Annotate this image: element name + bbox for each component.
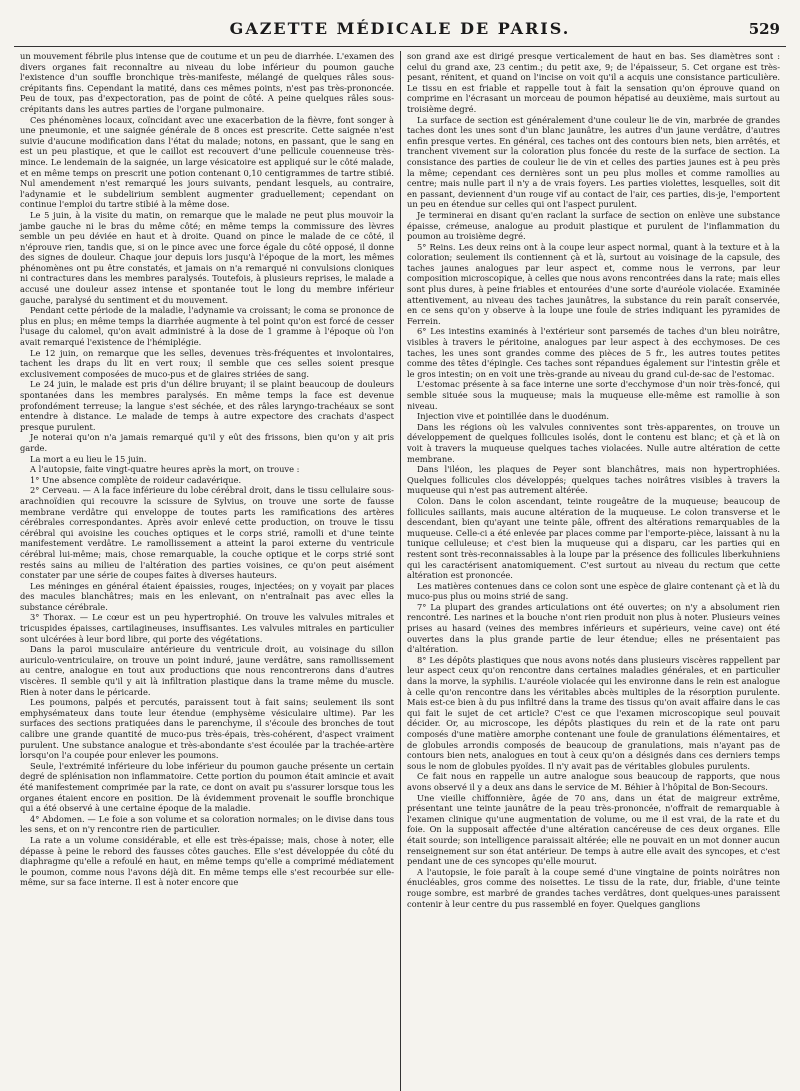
paragraph: un mouvement fébrile plus intense que de coutume et un peu de diarrhée. L'examen des divers organes fait reconnaître au niveau du lobe inférieur du poumon gauche l'existence d'un souffle bronchique très-manifeste, mélangé de quelques râles sous-crépitants fins. Cependant la matité, dans ces mêmes points, n'est pas très-prononcée. Peu de toux, pas d'expectoration, pas de point de côté. A peine quelques râles sous-crépitants dans les autres parties de l'organe pulmonaire. [20,51,394,114]
paragraph: 5° Reins. Les deux reins ont à la coupe leur aspect normal, quant à la texture et à la coloration; seulement ils contiennent çà et là, surtout au voisinage de la capsule, des taches jaunes analogues par leur aspect et, comme nous le verrons, par leur composition microscopique, à celles que nous avons rencontrées dans la rate; mais elles sont plus dures, à peine friables et entourées d'une sorte d'auréole violacée. Examinée attentivement, au niveau des taches jaunâtres, la substance du rein paraît conservée, en ce sens qu'on y observe à la loupe une foule de stries indiquant les pyramides de Ferrein. [407,241,780,326]
header-rule [14,46,786,47]
text-columns [14,51,786,1091]
paragraph: Dans l'iléon, les plaques de Peyer sont blanchâtres, mais non hypertrophiées. Quelques follicules clos développés; quelques taches noirâtres visibles à travers la muqueuse qui n'est pas autrement altérée. [407,464,780,496]
paragraph: 8° Les dépôts plastiques que nous avons notés dans plusieurs viscères rappellent par leur aspect ceux qu'on rencontre dans certaines maladies générales, et en particulier dans la morve, la syphilis. L'auréole violacée qui les environne dans le rein est analogue à celle qu'on rencontre dans les véritables abcès multiples de la résorption purulente. Mais est-ce bien à du pus infiltré dans la trame des tissus qu'on avait affaire dans le cas qui fait le sujet de cet article? C'est ce que l'examen microscopique seul pouvait décider. Or, au microscope, les dépôts plastiques du rein et de la rate ont paru composés d'une matière amorphe contenant une foule de granulations élémentaires, et de globules arrondis composés de beaucoup de granulations, mais n'ayant pas de contours bien nets, analogues en tout à ceux qu'on a désignés dans ces derniers temps sous le nom de globules pyoïdes. Il n'y avait pas de véritables globules purulents. [407,654,780,771]
paragraph: son grand axe est dirigé presque verticalement de haut en bas. Ses diamètres sont : celui du grand axe, 23 centim.; du petit axe, 9; de l'épaisseur, 5. Cet organe est très-pesant, rénitent, et quand on l'incise on voit qu'il a acquis une consistance particulière. Le tissu en est friable et rappelle tout à fait la sensation qu'on éprouve quand on comprime en l'écrasant un morceau de poumon hépatisé au deuxième, mais surtout au troisième degré. [407,51,780,114]
left-column [14,51,400,1091]
paragraph: Colon. Dans le colon ascendant, teinte rougeâtre de la muqueuse; beaucoup de follicules saillants, mais aucune altération de la muqueuse. Le colon transverse et le descendant, bien qu'ayant une teinte pâle, offrent des altérations remarquables de la muqueuse. Celle-ci a été enlevée par places comme par l'emporte-pièce, laissant à nu la tunique celluleuse; et c'est bien la muqueuse qui a disparu, car les parties qui en restent sont très-reconnaissables à la loupe par la présence des follicules liberkuhniens qui les caractérisent anatomiquement. C'est surtout au niveau du rectum que cette altération est prononcée. [407,495,780,581]
paragraph: L'estomac présente à sa face interne une sorte d'ecchymose d'un noir très-foncé, qui semble située sous la muqueuse; mais la muqueuse elle-même est ramollie à son niveau. [407,379,780,411]
paragraph: La rate a un volume considérable, et elle est très-épaisse; mais, chose à noter, elle dépasse à peine le rebord des fausses côtes gauches. Elle s'est développée du côté du diaphragme qu'elle a refoulé en haut, en même temps qu'elle a comprimé médiatement le poumon, comme nous l'avons déjà dit. En même temps elle s'est recourbée sur elle-même, sur sa face interne. Il est à noter encore que [20,834,394,888]
paragraph: Seule, l'extrémité inférieure du lobe inférieur du poumon gauche présente un certain degré de splénisation non inflammatoire. Cette portion du poumon était amincie et avait été manifestement comprimée par la rate, ce dont on avait pu s'assurer lorsque tous les organes étaient encore en position. De là évidemment provenait le souffle bronchique qui a été observé à une certaine époque de la maladie. [20,760,394,814]
paragraph: Pendant cette période de la maladie, l'adynamie va croissant; le coma se prononce de plus en plus; en même temps la diarrhée augmente à tel point qu'on est forcé de cesser l'usage du calomel, qu'on avait administré à la dose de 1 gramme à l'époque où l'on avait remarqué l'existence de l'hémiplégie. [20,305,394,348]
paragraph: Ce fait nous en rappelle un autre analogue sous beaucoup de rapports, que nous avons observé il y a deux ans dans le service de M. Béhier à l'hôpital de Bon-Secours. [407,771,780,792]
right-column [400,51,786,1091]
paragraph: La mort a eu lieu le 15 juin. [30,453,147,464]
paragraph: Je noterai qu'on n'a jamais remarqué qu'il y eût des frissons, bien qu'on y ait pris garde. [20,432,394,453]
paragraph: A l'autopsie, le foie paraît à la coupe semé d'une vingtaine de points noirâtres non énucléables, gros comme des noisettes. Le tissu de la rate, dur, friable, d'une teinte rouge sombre, est marbré de grandes taches verdâtres, dont quelques-unes paraissent contenir à leur centre du pus rassemblé en foyer. Quelques ganglions [407,866,780,909]
paragraph: Le 5 juin, à la visite du matin, on remarque que le malade ne peut plus mouvoir la jambe gauche ni le bras du même côté; en même temps la commissure des lèvres semble un peu déviée en haut et à droite. Quand on pince le malade de ce côté, il n'éprouve rien, tandis que, si on le pince avec une force égale du côté opposé, il donne des signes de douleur. Chaque jour depuis lors jusqu'à l'époque de la mort, les mêmes phénomènes ont pu être constatés, et jamais on n'a remarqué ni convulsions cloniques ni contractures dans les membres paralysés. Toutefois, à plusieurs reprises, le malade a accusé une douleur assez intense et spontanée tout le long du membre inférieur gauche, paralysé du sentiment et du mouvement. [20,209,394,305]
paragraph: Dans la paroi musculaire antérieure du ventricule droit, au voisinage du sillon auriculo-ventriculaire, on trouve un point induré, jaune verdâtre, sans ramollissement au centre, analogue en tout aux productions que nous rencontrerons dans d'autres viscères. Il semble qu'il y ait là infiltration plastique dans la trame même du muscle. Rien à noter dans le péricarde. [20,644,394,697]
paragraph: Ces phénomènes locaux, coïncidant avec une exacerbation de la fièvre, font songer à une pneumonie, et une saignée générale de 8 onces est prescrite. Cette saignée n'est suivie d'aucune modification dans l'état du malade; notons, en passant, que le sang en est un peu plastique, et que le caillot est recouvert d'une pellicule couenneuse très-mince. Le lendemain de la saignée, un large vésicatoire est appliqué sur le côté malade, et en même temps on prescrit une potion contenant 0,10 centigrammes de tartre stibié. Nul amendement n'est remarqué les jours suivants, pendant lesquels, au contraire, l'adynamie et le subdelirium semblent augmenter graduellement; cependant on continue l'emploi du tartre stibié à la même dose. [20,114,394,210]
paragraph: 6° Les intestins examinés à l'extérieur sont parsemés de taches d'un bleu noirâtre, visibles à travers le péritoine, analogues par leur aspect à des ecchymoses. De ces taches, les unes sont grandes comme des pièces de 5 fr., les autres toutes petites comme des têtes d'épingle. Ces taches sont répandues également sur l'intestin grêle et le gros intestin; on en voit une très-grande au niveau du grand cul-de-sac de l'estomac. [407,326,780,379]
paragraph: Le 12 juin, on remarque que les selles, devenues très-fréquentes et involontaires, tachent les draps du lit en vert roux; il semble que ces selles soient presque exclusivement composées de muco-pus et de glaires striées de sang. [20,347,394,379]
paragraph: Dans les régions où les valvules conniventes sont très-apparentes, on trouve un développement de quelques follicules isolés, dont le contenu est blanc; et çà et là on voit à travers la muqueuse quelques taches violacées. Nulle autre altération de cette membrane. [407,421,780,464]
page-header [14,18,786,40]
page-number: 529 [748,20,780,38]
journal-title: GAZETTE MÉDICALE DE PARIS. [229,19,571,38]
paragraph: 3° Thorax. — Le cœur est un peu hypertrophié. On trouve les valvules mitrales et tricuspides épaisses, cartilagineuses, insuffisantes. Les valvules mitrales en particulier sont ulcérées à leur bord libre, qui porte des végétations. [20,612,394,644]
paragraph: Le 24 juin, le malade est pris d'un délire bruyant; il se plaint beaucoup de douleurs spontanées dans les membres paralysés. En même temps la face est devenue profondément terreuse; la langue s'est séchée, et des râles laryngo-trachéaux se sont entendre à distance. Le malade de temps à autre expectore des crachats d'aspect presque purulent. [20,379,394,432]
paragraph: La surface de section est généralement d'une couleur lie de vin, marbrée de grandes taches dont les unes sont d'un blanc jaunâtre, les autres d'un jaune verdâtre, d'autres enfin presque vertes. En général, ces taches ont des contours bien nets, bien arrêtés, et tranchent vivement sur la coloration plus foncée du reste de la surface de section. La consistance des parties de couleur lie de vin et celles des parties jaunes est à peu près la même; cependant ces dernières sont un peu plus molles et comme ramollies au centre; mais nulle part il n'y a de vrais foyers. Les parties violettes, lesquelles, soit dit en passant, deviennent d'un rouge vif au contact de l'air, ces parties, dis-je, l'emportent un peu en étendue sur celles qui ont l'aspect purulent. [407,114,780,210]
paragraph: A l'autopsie, faite vingt-quatre heures après la mort, on trouve : [30,464,300,475]
paragraph: Une vieille chiffonnière, âgée de 70 ans, dans un état de maigreur extrême, présentant une teinte jaunâtre de la peau très-prononcée, n'offrait de remarquable à l'examen clinique qu'une augmentation de volume, ou me il est vrai, de la rate et du foie. On la supposait affectée d'une altération cancéreuse de ces deux organes. Elle était sourde; son intelligence paraissait altérée; elle ne pouvait en un mot donner aucun renseignement sur son état antérieur. De temps à autre elle avait des syncopes, et c'est pendant une de ces syncopes qu'elle mourut. [407,792,780,867]
paragraph: Injection vive et pointillée dans le duodénum. [417,411,609,422]
paragraph: 1° Une absence complète de roideur cadavérique. [30,474,242,485]
paragraph: 4° Abdomen. — Le foie a son volume et sa coloration normales; on le divise dans tous les sens, et on n'y rencontre rien de particulier. [20,813,394,835]
paragraph: 2° Cerveau. — A la face inférieure du lobe cérébral droit, dans le tissu cellulaire sous-arachnoïdien qui recouvre la scissure de Sylvius, on trouve une sorte de fausse membrane verdâtre qui enveloppe de toutes parts les ramifications des artères cérébrales correspondantes. Après avoir enlevé cette production, on trouve le tissu cérébral qui avoisine les couches optiques et le corps strié, ramolli et d'une teinte manifestement verdâtre. Le ramollissement a atteint la paroi externe du ventricule cérébral lui-même; mais, chose remarquable, la couche optique et le corps strié sont restés sains au milieu de l'altération des parties voisines, ce qu'on peut aisément constater par une série de coupes faites à diverses hauteurs. [20,485,394,581]
paragraph: Les méninges en général étaient épaissies, rouges, injectées; on y voyait par places des macules blanchâtres; mais en les enlevant, on n'entraînait pas avec elles la substance cérébrale. [20,580,394,612]
paragraph: Les matières contenues dans ce colon sont une espèce de glaire contenant çà et là du muco-pus plus ou moins strié de sang. [407,580,780,602]
paragraph: Je terminerai en disant qu'en raclant la surface de section on enlève une substance épaisse, crémeuse, analogue au produit plastique et purulent de l'inflammation du poumon au troisième degré. [407,209,780,242]
paragraph: 7° La plupart des grandes articulations ont été ouvertes; on n'y a absolument rien rencontré. Les narines et la bouche n'ont rien produit non plus à noter. Plusieurs veines prises au hasard (veines des membres inférieurs et supérieurs, veine cave) ont été ouvertes dans la plus grande partie de leur étendue; elles ne présentaient pas d'altération. [407,601,780,655]
paragraph: Les poumons, palpés et percutés, paraissent tout à fait sains; seulement ils sont emphysémateux dans toute leur étendue (emphysème vésiculaire ultime). Par les surfaces des sections pratiquées dans le parenchyme, il s'écoule des bronches de tout calibre une grande quantité de muco-pus très-épais, très-cohérent, d'aspect vraiment purulent. Une substance analogue et très-abondante s'est écoulée par la trachée-artère lorsqu'on l'a coupée pour enlever les poumons. [20,697,394,761]
